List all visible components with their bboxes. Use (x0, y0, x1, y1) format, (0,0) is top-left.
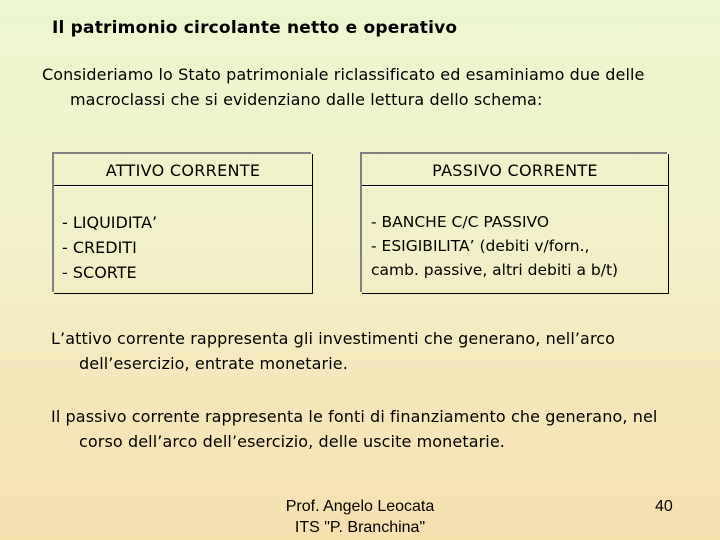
attivo-definition (51, 326, 615, 376)
footer-author (265, 496, 455, 538)
attivo-definition-line-2: dell’esercizio, entrate monetarie. (79, 354, 348, 373)
author-name: Prof. Angelo Leocata (285, 498, 435, 515)
passivo-corrente-header: PASSIVO CORRENTE (362, 154, 668, 186)
attivo-corrente-column (54, 154, 313, 294)
attivo-definition-line-1: L’attivo corrente rappresenta gli investimenti che generano, nell’arco (51, 329, 616, 348)
current-assets-liabilities-table (54, 154, 668, 293)
passivo-definition-line-2: corso dell’arco dell’esercizio, delle uscite monetarie. (79, 432, 505, 451)
intro-line-2: macroclassi che si evidenziano dalle lettura dello schema: (70, 90, 543, 109)
school-name: ITS "P. Branchina" (294, 519, 426, 536)
intro-line-1: Consideriamo lo Stato patrimoniale riclassificato ed esaminiamo due delle (42, 65, 645, 84)
page-number: 40 (655, 498, 673, 515)
intro-paragraph (42, 62, 645, 112)
attivo-item-crediti: - CREDITI (62, 238, 137, 257)
attivo-corrente-items (62, 210, 306, 285)
passivo-item-esigibilita-cont: camb. passive, altri debiti a b/t) (371, 261, 619, 279)
attivo-item-liquidita: - LIQUIDITA’ (62, 213, 158, 232)
passivo-corrente-items (371, 210, 662, 282)
passivo-corrente-column (362, 154, 669, 294)
attivo-corrente-header: ATTIVO CORRENTE (54, 154, 312, 186)
attivo-item-scorte: - SCORTE (62, 263, 137, 282)
passivo-item-esigibilita: - ESIGIBILITA’ (debiti v/forn., (371, 237, 590, 255)
passivo-item-banche: - BANCHE C/C PASSIVO (371, 213, 550, 231)
passivo-definition (51, 404, 657, 454)
slide-title: Il patrimonio circolante netto e operativo (52, 18, 458, 38)
passivo-definition-line-1: Il passivo corrente rappresenta le fonti di finanziamento che generano, nel (51, 407, 658, 426)
